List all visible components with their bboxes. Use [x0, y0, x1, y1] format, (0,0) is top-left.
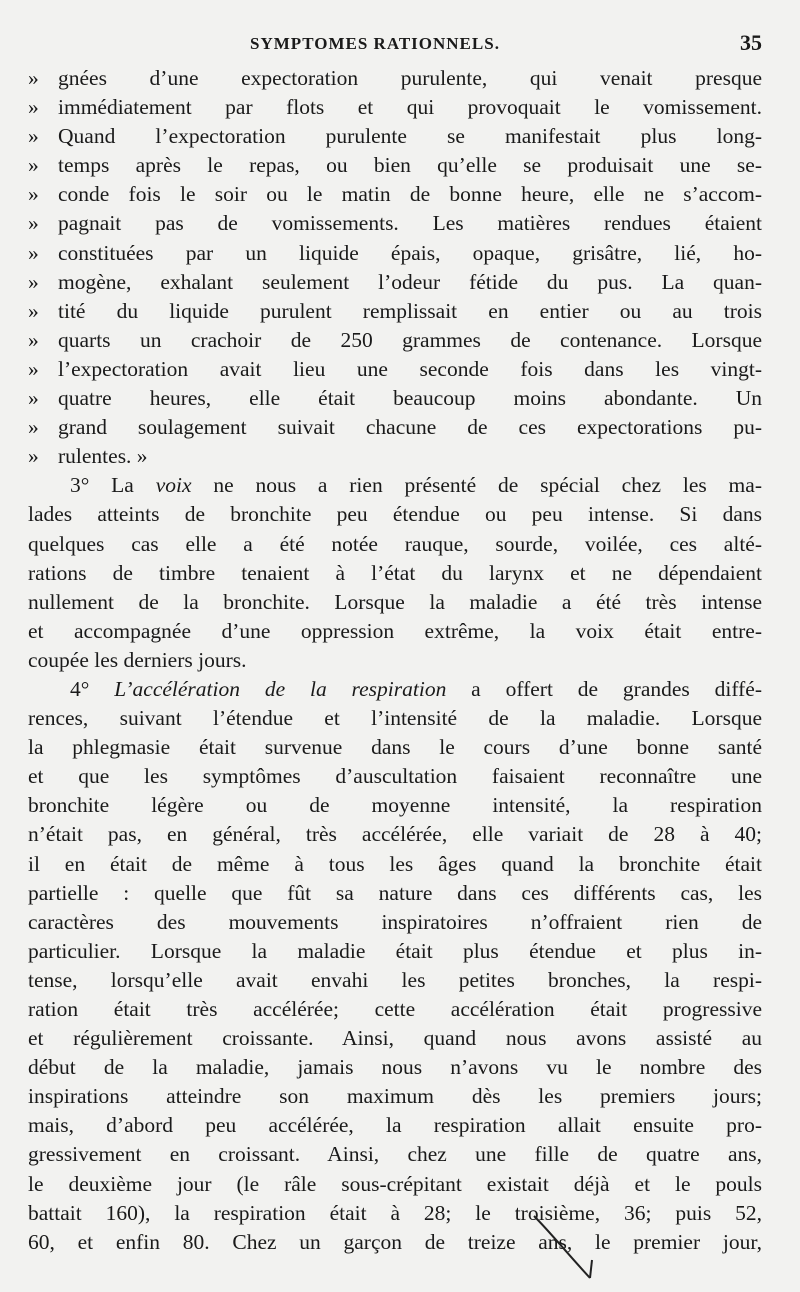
- text-line: [28, 1111, 762, 1140]
- line-text: bronchite légère ou de moyenne intensité, la respiration: [28, 793, 762, 818]
- line-text: a offert de grandes diffé-: [446, 676, 762, 701]
- quote-mark: »: [28, 124, 39, 149]
- text-line: [28, 1199, 762, 1228]
- line-text: quatre heures, elle était beaucoup moins abondante. Un: [58, 386, 762, 411]
- text-line: [28, 966, 762, 995]
- italic-term: voix: [155, 473, 192, 498]
- text-line: [28, 1053, 762, 1082]
- line-text: début de la maladie, jamais nous n’avons vu le nombre des: [28, 1055, 762, 1080]
- text-line: [28, 1082, 762, 1111]
- quote-mark: »: [28, 444, 39, 469]
- text-line: [28, 1228, 762, 1257]
- text-line: [28, 646, 762, 675]
- quote-mark: »: [28, 182, 39, 207]
- line-text: quelques cas elle a été notée rauque, sourde, voilée, ces alté-: [28, 531, 762, 556]
- line-text: inspirations atteindre son maximum dès les premiers jours;: [28, 1084, 762, 1109]
- text-line: [28, 239, 762, 268]
- text-line: [28, 180, 762, 209]
- line-text: mais, d’abord peu accélérée, la respiration allait ensuite pro-: [28, 1113, 762, 1138]
- pen-mark-icon: [530, 1212, 600, 1282]
- quote-mark: »: [28, 269, 39, 294]
- italic-term: L’accélération de la respiration: [114, 676, 447, 701]
- text-line: [28, 413, 762, 442]
- line-text: l’expectoration avait lieu une seconde fois dans les vingt-: [58, 356, 762, 381]
- text-line: [28, 268, 762, 297]
- line-text: temps après le repas, ou bien qu’elle se produisait une se-: [58, 153, 762, 178]
- quote-mark: »: [28, 298, 39, 323]
- line-text: pagnait pas de vomissements. Les matières rendues étaient: [58, 211, 762, 236]
- text-line: [28, 442, 762, 471]
- line-text: grand soulagement suivait chacune de ces expectorations pu-: [58, 415, 762, 440]
- line-text: et régulièrement croissante. Ainsi, quand nous avons assisté au: [28, 1026, 762, 1051]
- line-text: coupée les derniers jours.: [28, 647, 247, 672]
- line-text: la phlegmasie était survenue dans le cours d’une bonne santé: [28, 735, 762, 760]
- text-line: [28, 908, 762, 937]
- line-text: partielle : quelle que fût sa nature dans ces différents cas, les: [28, 880, 762, 905]
- line-text: ne nous a rien présenté de spécial chez les ma-: [191, 473, 762, 498]
- line-text: il en était de même à tous les âges quand la bronchite était: [28, 851, 762, 876]
- line-text: conde fois le soir ou le matin de bonne heure, elle ne s’accom-: [58, 182, 762, 207]
- text-line: [28, 64, 762, 93]
- line-text: nullement de la bronchite. Lorsque la maladie a été très intense: [28, 589, 762, 614]
- text-line: [28, 355, 762, 384]
- text-line: [28, 326, 762, 355]
- quote-mark: »: [28, 95, 39, 120]
- quote-mark: »: [28, 66, 39, 90]
- line-text: battait 160), la respiration était à 28; le troisième, 36; puis 52,: [28, 1200, 762, 1225]
- line-text: gressivement en croissant. Ainsi, chez une fille de quatre ans,: [28, 1142, 762, 1167]
- line-text: mogène, exhalant seulement l’odeur fétide du pus. La quan-: [58, 269, 762, 294]
- line-text: lades atteints de bronchite peu étendue ou peu intense. Si dans: [28, 502, 762, 527]
- text-line: [28, 937, 762, 966]
- text-line: [28, 791, 762, 820]
- text-line: [28, 471, 762, 500]
- quote-mark: »: [28, 327, 39, 352]
- text-line: [28, 209, 762, 238]
- line-text: immédiatement par flots et qui provoquait le vomissement.: [58, 95, 762, 120]
- text-line: [28, 1170, 762, 1199]
- text-line: [28, 122, 762, 151]
- line-text: constituées par un liquide épais, opaque, grisâtre, lié, ho-: [58, 240, 762, 265]
- quote-mark: »: [28, 240, 39, 265]
- line-text: tense, lorsqu’elle avait envahi les petites bronches, la respi-: [28, 967, 762, 992]
- text-line: [28, 559, 762, 588]
- line-text: rulentes. »: [58, 444, 148, 469]
- text-line: [28, 762, 762, 791]
- line-text: 60, et enfin 80. Chez un garçon de treize ans, le premier jour,: [28, 1229, 762, 1254]
- page-number: 35: [740, 30, 762, 55]
- line-text: le deuxième jour (le râle sous-crépitant existait déjà et le pouls: [28, 1171, 762, 1196]
- paragraph-number: 3° La: [70, 473, 156, 498]
- line-text: quarts un crachoir de 250 grammes de contenance. Lorsque: [58, 327, 762, 352]
- text-line: [28, 704, 762, 733]
- quote-mark: »: [28, 356, 39, 381]
- text-line: [28, 588, 762, 617]
- running-title: SYMPTOMES RATIONNELS.: [250, 34, 500, 53]
- line-text: rences, suivant l’étendue et l’intensité de la maladie. Lorsque: [28, 706, 762, 731]
- line-text: n’était pas, en général, très accélérée, elle variait de 28 à 40;: [28, 822, 762, 847]
- text-line: [28, 879, 762, 908]
- quote-mark: »: [28, 211, 39, 236]
- line-text: tité du liquide purulent remplissait en entier ou au trois: [58, 298, 762, 323]
- quote-mark: »: [28, 153, 39, 178]
- line-text: gnées d’une expectoration purulente, qui venait presque: [58, 66, 762, 90]
- line-text: ration était très accélérée; cette accélération était progressive: [28, 997, 762, 1021]
- line-text: et accompagnée d’une oppression extrême, la voix était entre-: [28, 618, 762, 643]
- text-line: [28, 850, 762, 879]
- text-line: [28, 151, 762, 180]
- line-text: et que les symptômes d’auscultation faisaient reconnaître une: [28, 764, 762, 789]
- text-line: [28, 93, 762, 122]
- line-text: particulier. Lorsque la maladie était plus étendue et plus in-: [28, 938, 762, 963]
- text-line: [28, 675, 762, 704]
- paragraph-number: 4°: [70, 676, 115, 701]
- line-text: Quand l’expectoration purulente se manifestait plus long-: [58, 124, 762, 149]
- text-line: [28, 1140, 762, 1169]
- text-line: [28, 733, 762, 762]
- text-line: [28, 297, 762, 326]
- quote-mark: »: [28, 386, 39, 411]
- page-header: [28, 30, 762, 64]
- text-line: [28, 1024, 762, 1053]
- line-text: caractères des mouvements inspiratoires n’offraient rien de: [28, 909, 762, 934]
- text-line: [28, 617, 762, 646]
- text-line: [28, 820, 762, 849]
- text-line: [28, 500, 762, 529]
- quote-mark: »: [28, 415, 39, 440]
- text-line: [28, 384, 762, 413]
- text-line: [28, 995, 762, 1024]
- body-text: [28, 64, 762, 1257]
- line-text: rations de timbre tenaient à l’état du larynx et ne dépendaient: [28, 560, 762, 585]
- text-line: [28, 530, 762, 559]
